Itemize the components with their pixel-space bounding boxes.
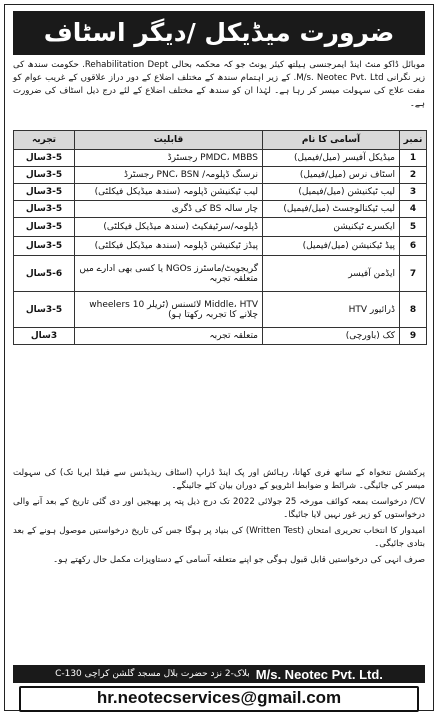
table-row — [14, 150, 427, 167]
cell-qualification: متعلقہ تجربہ — [75, 328, 263, 345]
cell-post: میڈیکل آفیسر (میل/فیمیل) — [263, 150, 400, 167]
cell-post: لیب ٹیکنیشن (میل/فیمیل) — [263, 184, 400, 201]
table-row — [14, 218, 427, 237]
company-name: M/s. Neotec Pvt. Ltd. — [255, 666, 383, 682]
cell-experience: 5-6سال — [14, 256, 75, 292]
cell-experience: 3سال — [14, 328, 75, 345]
cell-qualification: چار سالہ BS کی ڈگری — [75, 201, 263, 218]
cell-qualification: Middle، HTV لائسنس (ٹریلر 10 wheelers چلانے کا تجربہ رکھتا ہو) — [75, 292, 263, 328]
table-row — [14, 292, 427, 328]
footer-bar — [13, 665, 425, 683]
cell-post: کک (باورچی) — [263, 328, 400, 345]
intro-paragraph: موبائل ڈاکو منٹ اینڈ ایمرجنسی ہیلتھ کیئر یونٹ جو کہ محکمہ بحالی Rehabilitation Dept. حکومت سندھ کی زیر نگرانی M/s. Neotec Pvt. Ltd. کے زیر اہتمام سندھ کے مختلف اضلاع کے دور دراز علاقوں کے غریب عوام کو مفت علاج کی سہولت میسر کر رہا ہے۔ لہٰذا ان کو سندھ کے مختلف اضلاع کے لئے درج ذیل اسٹاف کی ضرورت ہے۔ — [13, 60, 425, 109]
cell-number: 7 — [400, 256, 427, 292]
column-header-qualification: قابلیت — [75, 131, 263, 150]
column-header-number: نمبر — [400, 131, 427, 150]
job-advertisement — [4, 4, 434, 711]
contact-email[interactable]: hr.neotecservices@gmail.com — [19, 686, 419, 712]
table-row — [14, 237, 427, 256]
cell-experience: 3-5سال — [14, 150, 75, 167]
note-paragraph: امیدوار کا انتخاب تحریری امتحان (Written Test) کی بنیاد پر ہوگا جس کی تاریخ درخواستیں موصول ہونے کے بعد بتادی جائیگی۔ — [13, 526, 426, 549]
cell-number: 9 — [400, 328, 427, 345]
column-header-post: آسامی کا نام — [263, 131, 400, 150]
table-row — [14, 184, 427, 201]
cell-experience: 3-5سال — [14, 184, 75, 201]
cell-qualification: نرسنگ ڈپلومہ/ PNC، BSN رجسٹرڈ — [75, 167, 263, 184]
cell-qualification: ڈپلومہ/سرٹیفکیٹ (سندھ میڈیکل فیکلٹی) — [75, 218, 263, 237]
table-header-row — [14, 131, 427, 150]
cell-experience: 3-5سال — [14, 237, 75, 256]
cell-number: 8 — [400, 292, 427, 328]
cell-qualification: PMDC، MBBS رجسٹرڈ — [75, 150, 263, 167]
cell-post: لیب ٹیکنالوجسٹ (میل/فیمیل) — [263, 201, 400, 218]
cell-number: 3 — [400, 184, 427, 201]
column-header-experience: تجربہ — [14, 131, 75, 150]
cell-experience: 3-5سال — [14, 218, 75, 237]
cell-number: 1 — [400, 150, 427, 167]
cell-number: 5 — [400, 218, 427, 237]
cell-qualification: لیب ٹیکنیشن ڈپلومہ (سندھ میڈیکل فیکلٹی) — [75, 184, 263, 201]
cell-number: 2 — [400, 167, 427, 184]
cell-post: ایکسرے ٹیکنیشن — [263, 218, 400, 237]
footer-address: C-130 بلاک-2 نزد حضرت بلال مسجد گلشن کراچی — [55, 669, 250, 679]
note-paragraph: صرف انہی کی درخواستیں قابل قبول ہوگی جو اپنے متعلقہ آسامی کے دستاویزات مکمل حال رکھتے ہو۔ — [53, 555, 425, 565]
note-paragraph: CV/ درخواست بمعہ کوائف مورخہ 25 جولائی 2022 تک درج ذیل پتہ پر بھیجیں اور دی گئی تاریخ کے بعد آنے والی درخواستوں کو زیر غور نہیں لایا جائیگا۔ — [13, 497, 425, 520]
cell-post: ایڈمن آفیسر — [263, 256, 400, 292]
cell-experience: 3-5سال — [14, 201, 75, 218]
table-row — [14, 256, 427, 292]
ad-title: ضرورت میڈیکل /دیگر اسٹاف — [13, 11, 425, 55]
cell-post: پیڈ ٹیکنیشن (میل/فیمیل) — [263, 237, 400, 256]
cell-experience: 3-5سال — [14, 167, 75, 184]
cell-number: 4 — [400, 201, 427, 218]
vacancies-table — [13, 130, 427, 345]
cell-post: اسٹاف نرس (میل/فیمیل) — [263, 167, 400, 184]
terms-notes — [13, 467, 425, 663]
cell-post: ڈرائیور HTV — [263, 292, 400, 328]
table-body — [14, 150, 427, 345]
table-row — [14, 201, 427, 218]
cell-number: 6 — [400, 237, 427, 256]
cell-qualification: پیڈز ٹیکنیشن ڈپلومہ (سندھ میڈیکل فیکلٹی) — [75, 237, 263, 256]
note-paragraph: پرکشش تنخواہ کے ساتھ فری کھانا، رہائش اور پک اینڈ ڈراپ (اسٹاف ریذیڈنس سے فیلڈ ایریا تک) کی سہولت میسر کی جائیگی۔ شرائط و ضوابط انٹرویو کے دوران بیان کئے جائینگے۔ — [13, 468, 425, 491]
cell-qualification: گریجویٹ/ماسٹرز NGOs یا کسی بھی ادارے میں متعلقہ تجربہ — [75, 256, 263, 292]
table-row — [14, 328, 427, 345]
cell-experience: 3-5سال — [14, 292, 75, 328]
table-row — [14, 167, 427, 184]
